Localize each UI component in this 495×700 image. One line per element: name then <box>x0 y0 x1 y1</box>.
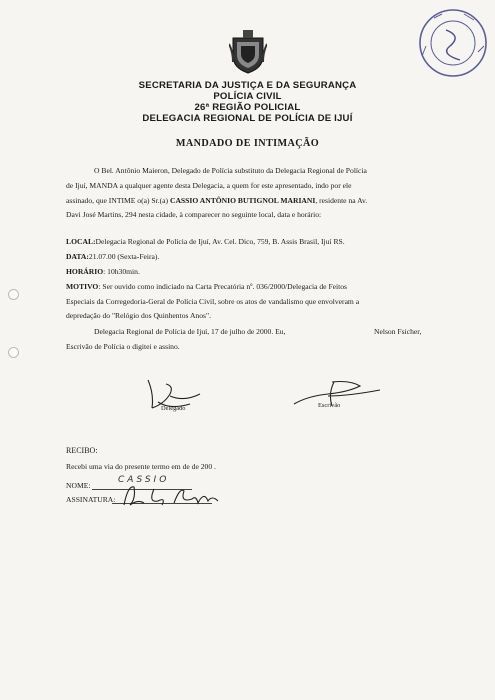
local-line <box>66 237 345 246</box>
escrivao-label: Escrivão <box>318 402 341 409</box>
closing-line-1: Delegacia Regional de Polícia de Ijuí, 17 de julho de 2000. Eu, <box>94 327 286 336</box>
recibo-line: Recebi uma via do presente termo em de de 200 . <box>66 462 216 471</box>
intro-line-2: de Ijuí, MANDA a qualquer agente desta Delegacia, a quem for este apresentado, indo por ele <box>66 181 352 190</box>
assinatura-label: ASSINATURA: <box>66 495 116 504</box>
data-value: 21.07.00 (Sexta-Feira). <box>88 252 160 261</box>
recibo-title: RECIBO: <box>66 446 98 455</box>
data-line <box>66 252 159 261</box>
header-delegacia: DELEGACIA REGIONAL DE POLÍCIA DE IJUÍ <box>142 113 353 124</box>
local-label: LOCAL: <box>66 237 96 246</box>
clerk-name: Nelson Fsicher, <box>374 327 422 336</box>
horario-label: HORÁRIO <box>66 267 104 276</box>
delegado-label: Delegado <box>161 405 186 412</box>
nome-label: NOME: <box>66 481 91 490</box>
official-stamp <box>416 6 490 80</box>
motivo-line-3: depredação do "Relógio dos Quinhentos Anos". <box>66 311 211 320</box>
horario-value: : 10h30min. <box>103 267 140 276</box>
nome-handwritten: CASSIO <box>118 475 170 485</box>
motivo-line-2: Especiais da Corregedoria-Geral de Polícia Civil, sobre os atos de vandalismo que envolveram a <box>66 297 360 306</box>
recipient-signature <box>114 481 238 511</box>
intro-line-4: Davi José Martins, 294 nesta cidade, à comparecer no seguinte local, data e horário: <box>66 210 322 219</box>
header-policia-civil: POLÍCIA CIVIL <box>213 91 282 102</box>
summoned-person-name: CASSIO ANTÔNIO BUTIGNOL MARIANI <box>169 196 316 205</box>
coat-of-arms-emblem <box>229 28 267 74</box>
local-value: Delegacia Regional de Polícia de Ijuí, Av. Cel. Dico, 759, B. Assis Brasil, Ijuí RS. <box>95 237 345 246</box>
intro-text: assinado, que INTIME o(a) Sr.(a) <box>66 196 170 205</box>
punch-hole <box>8 289 19 300</box>
document-title: MANDADO DE INTIMAÇÃO <box>175 138 320 149</box>
data-label: DATA: <box>66 252 89 261</box>
intro-line-1: O Bel. Antônio Maieron, Delegado de Polícia substituto da Delegacia Regional de Polícia <box>94 166 367 175</box>
header-secretaria: SECRETARIA DA JUSTIÇA E DA SEGURANÇA <box>138 80 357 91</box>
motivo-line-1 <box>66 282 347 291</box>
intro-line-3 <box>66 196 367 205</box>
intro-text: , residente na Av. <box>315 196 368 205</box>
motivo-label: MOTIVO <box>66 282 99 291</box>
horario-line <box>66 267 140 276</box>
punch-hole <box>8 347 19 358</box>
closing-line-2: Escrivão de Polícia o digitei e assino. <box>66 342 180 351</box>
motivo-value: : Ser ouvido como indiciado na Carta Precatória nº. 036/2000/Delegacia de Feitos <box>98 282 348 291</box>
header-regiao: 26ª REGIÃO POLICIAL <box>194 102 301 113</box>
